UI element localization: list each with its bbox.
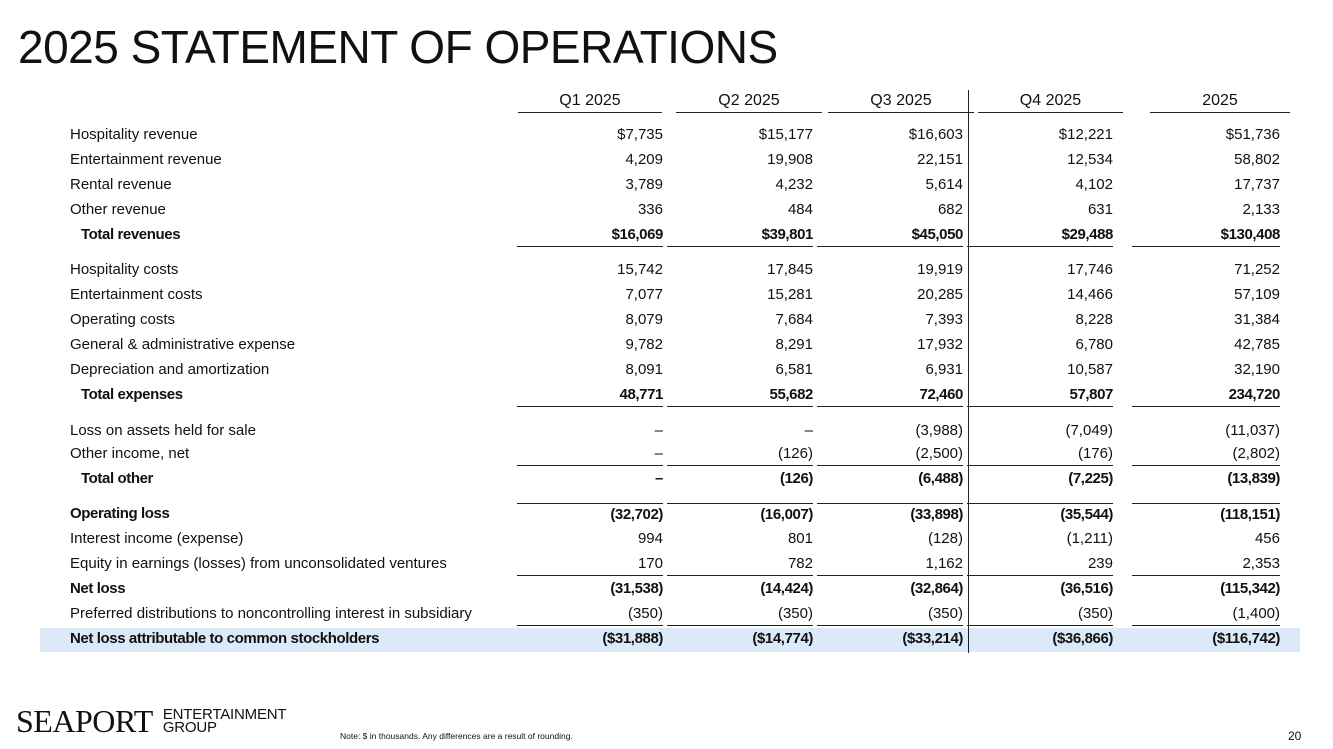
logo-wordmark: SEAPORT xyxy=(16,703,153,739)
row-value: $16,603 xyxy=(908,126,963,143)
row-value: (2,802) xyxy=(1132,443,1280,466)
row-label: Entertainment costs xyxy=(70,286,203,303)
row-value: 9,782 xyxy=(625,336,663,353)
row-value: 8,091 xyxy=(625,361,663,378)
row-value: (126) xyxy=(667,443,813,466)
row-value: (7,049) xyxy=(1065,422,1113,439)
row-value: (32,864) xyxy=(910,580,963,597)
row-value: 1,162 xyxy=(817,553,963,576)
table-row xyxy=(0,528,1333,550)
row-value: 71,252 xyxy=(1234,261,1280,278)
row-value: 55,682 xyxy=(667,384,813,407)
row-value: $29,488 xyxy=(967,224,1113,247)
row-value: $45,050 xyxy=(817,224,963,247)
row-value: 801 xyxy=(787,530,813,547)
row-value: (14,424) xyxy=(760,580,813,597)
row-label: Preferred distributions to noncontrolling interest in subsidiary xyxy=(70,605,472,622)
row-value: 32,190 xyxy=(1234,361,1280,378)
table-row xyxy=(0,334,1333,356)
row-value: 170 xyxy=(517,553,663,576)
page-number: 20 xyxy=(1288,729,1302,743)
row-value: ($14,774) xyxy=(752,630,813,647)
row-value: (350) xyxy=(967,603,1113,626)
row-value: 4,232 xyxy=(775,176,813,193)
column-header: Q4 2025 xyxy=(978,92,1123,113)
row-value: 682 xyxy=(937,201,963,218)
row-value: $51,736 xyxy=(1225,126,1280,143)
row-label: General & administrative expense xyxy=(70,336,296,353)
logo-subtitle-line-1: ENTERTAINMENT xyxy=(162,706,287,723)
row-value: $16,069 xyxy=(517,224,663,247)
row-value: 31,384 xyxy=(1234,311,1280,328)
row-value: 10,587 xyxy=(1067,361,1113,378)
row-value: 8,291 xyxy=(775,336,813,353)
row-value: (1,400) xyxy=(1132,603,1280,626)
table-row xyxy=(0,628,1333,650)
row-value: (350) xyxy=(667,603,813,626)
table-row xyxy=(0,284,1333,306)
row-value: 484 xyxy=(787,201,813,218)
row-value: 57,807 xyxy=(967,384,1113,407)
row-value: 72,460 xyxy=(817,384,963,407)
table-row xyxy=(0,199,1333,221)
row-value: 14,466 xyxy=(1067,286,1113,303)
row-value: 7,077 xyxy=(625,286,663,303)
table-row xyxy=(0,259,1333,281)
column-header: 2025 xyxy=(1150,92,1290,113)
row-value: 4,209 xyxy=(625,151,663,168)
row-value: 17,737 xyxy=(1234,176,1280,193)
row-value: (350) xyxy=(517,603,663,626)
table-row xyxy=(0,603,1333,625)
row-label: Total expenses xyxy=(81,386,183,403)
row-value: – xyxy=(517,443,663,466)
row-value: 7,393 xyxy=(925,311,963,328)
page-title: 2025 STATEMENT OF OPERATIONS xyxy=(18,21,778,73)
row-value: 6,581 xyxy=(775,361,813,378)
row-label: Net loss attributable to common stockholders xyxy=(70,630,380,647)
table-row xyxy=(0,384,1333,406)
row-value: $39,801 xyxy=(667,224,813,247)
row-value: (11,037) xyxy=(1225,422,1280,439)
row-value: (6,488) xyxy=(918,470,963,487)
row-value: $15,177 xyxy=(758,126,813,143)
table-row xyxy=(0,174,1333,196)
row-value: 58,802 xyxy=(1234,151,1280,168)
row-value: ($33,214) xyxy=(902,630,963,647)
row-value: 19,919 xyxy=(917,261,963,278)
row-value: 234,720 xyxy=(1132,384,1280,407)
row-value: (115,342) xyxy=(1220,580,1280,597)
row-label: Rental revenue xyxy=(70,176,172,193)
row-value: ($31,888) xyxy=(602,630,663,647)
row-label: Other income, net xyxy=(70,445,190,462)
row-value: 2,133 xyxy=(1242,201,1280,218)
row-value: $12,221 xyxy=(1058,126,1113,143)
row-value: (118,151) xyxy=(1132,503,1280,526)
row-value: (3,988) xyxy=(915,422,963,439)
table-row xyxy=(0,468,1333,490)
row-value: 15,281 xyxy=(767,286,813,303)
logo-subtitle-line-2: GROUP xyxy=(162,719,217,736)
row-value: (2,500) xyxy=(817,443,963,466)
row-value: (36,516) xyxy=(1060,580,1113,597)
row-value: 782 xyxy=(667,553,813,576)
row-value: 19,908 xyxy=(767,151,813,168)
table-row xyxy=(0,553,1333,575)
row-value: – xyxy=(654,422,663,439)
table-row xyxy=(0,149,1333,171)
table-row xyxy=(0,359,1333,381)
row-label: Total revenues xyxy=(81,226,181,243)
row-label: Equity in earnings (losses) from unconsolidated ventures xyxy=(70,555,447,572)
row-label: Entertainment revenue xyxy=(70,151,222,168)
row-value: 6,931 xyxy=(925,361,963,378)
row-value: 57,109 xyxy=(1234,286,1280,303)
row-label: Other revenue xyxy=(70,201,166,218)
row-value: (176) xyxy=(967,443,1113,466)
row-value: 5,614 xyxy=(925,176,963,193)
column-header: Q1 2025 xyxy=(518,92,662,113)
row-value: 48,771 xyxy=(517,384,663,407)
row-label: Loss on assets held for sale xyxy=(70,422,256,439)
table-row xyxy=(0,124,1333,146)
row-value: 456 xyxy=(1254,530,1280,547)
table-row xyxy=(0,503,1333,525)
row-value: 631 xyxy=(1087,201,1113,218)
row-value: (31,538) xyxy=(610,580,663,597)
row-value: 12,534 xyxy=(1067,151,1113,168)
table-row xyxy=(0,309,1333,331)
row-value: 15,742 xyxy=(617,261,663,278)
footnote: Note: $ in thousands. Any differences are a result of rounding. xyxy=(340,731,573,741)
row-value: 8,228 xyxy=(1075,311,1113,328)
row-value: (350) xyxy=(817,603,963,626)
row-value: (16,007) xyxy=(667,503,813,526)
row-label: Operating costs xyxy=(70,311,176,328)
row-value: 4,102 xyxy=(1075,176,1113,193)
table-row xyxy=(0,224,1333,246)
row-label: Operating loss xyxy=(70,505,170,522)
column-header: Q2 2025 xyxy=(676,92,822,113)
row-value: $7,735 xyxy=(617,126,663,143)
row-value: ($36,866) xyxy=(1052,630,1113,647)
row-value: ($116,742) xyxy=(1212,630,1280,647)
row-value: (1,211) xyxy=(1066,530,1113,547)
row-value: 994 xyxy=(637,530,663,547)
row-value: 17,746 xyxy=(1067,261,1113,278)
row-value: (126) xyxy=(779,470,813,487)
row-value: – xyxy=(655,470,663,487)
row-value: 8,079 xyxy=(625,311,663,328)
row-value: (32,702) xyxy=(517,503,663,526)
table-row xyxy=(0,443,1333,465)
row-value: 6,780 xyxy=(1075,336,1113,353)
column-header: Q3 2025 xyxy=(828,92,974,113)
row-value: 42,785 xyxy=(1234,336,1280,353)
table-row xyxy=(0,578,1333,600)
row-value: 336 xyxy=(637,201,663,218)
row-value: 2,353 xyxy=(1132,553,1280,576)
row-label: Hospitality costs xyxy=(70,261,179,278)
logo-subtitle xyxy=(163,708,287,734)
row-value: 17,845 xyxy=(767,261,813,278)
row-label: Depreciation and amortization xyxy=(70,361,270,378)
row-value: 17,932 xyxy=(917,336,963,353)
row-value: (7,225) xyxy=(1068,470,1113,487)
table-row xyxy=(0,420,1333,442)
row-value: 20,285 xyxy=(917,286,963,303)
row-value: 22,151 xyxy=(917,151,963,168)
row-label: Hospitality revenue xyxy=(70,126,198,143)
company-logo xyxy=(16,703,287,739)
row-label: Interest income (expense) xyxy=(70,530,244,547)
row-value: (33,898) xyxy=(817,503,963,526)
row-label: Net loss xyxy=(70,580,126,597)
row-value: $130,408 xyxy=(1132,224,1280,247)
row-value: (35,544) xyxy=(967,503,1113,526)
row-value: 239 xyxy=(967,553,1113,576)
row-value: (128) xyxy=(927,530,963,547)
row-value: 7,684 xyxy=(775,311,813,328)
row-label: Total other xyxy=(81,470,153,487)
row-value: 3,789 xyxy=(625,176,663,193)
row-value: – xyxy=(804,422,813,439)
row-value: (13,839) xyxy=(1227,470,1280,487)
